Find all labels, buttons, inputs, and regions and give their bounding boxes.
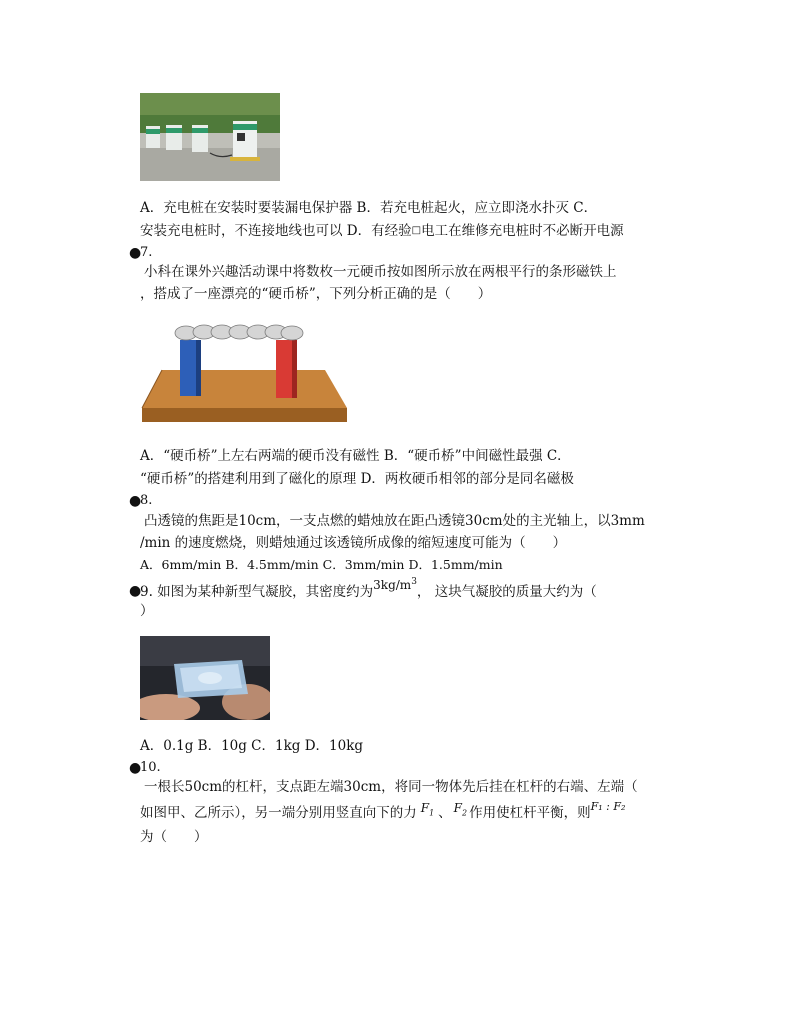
q8-options: A．6mm/min B．4.5mm/min C．3mm/min D．1.5mm/min [140, 557, 503, 572]
q10-stem-line3: 为（ ） [140, 829, 208, 845]
bullet: ● [129, 493, 142, 509]
force-f1: $F_1$ [420, 801, 435, 818]
q7-number: 7. [140, 245, 153, 260]
q6-options-line2: 安装充电桩时，不连接地线也可以 D．有经验□电工在维修充电桩时不必断开电源 [140, 223, 624, 239]
q8-number: 8. [140, 493, 153, 508]
bullet: ● [129, 583, 142, 599]
q7-options-line2: “硬币桥”的搭建利用到了磁化的原理 D．两枚硬币相邻的部分是同名磁极 [140, 471, 574, 487]
q7-options-line1: A．“硬币桥”上左右两端的硬币没有磁性 B．“硬币桥”中间磁性最强 C． [140, 448, 571, 464]
q9-stem-line2: ） [140, 603, 154, 619]
aerogel-photo [140, 636, 270, 720]
missing-glyph: □ [411, 225, 422, 236]
q7-stem-line2: ，搭成了一座漂亮的“硬币桥”，下列分析正确的是（ ） [140, 286, 492, 302]
charging-station-photo [140, 93, 280, 181]
q10-number: 10. [140, 760, 161, 775]
q9-stem-line1: 9. 如图为某种新型气凝胶，其密度约为$3kg/m^3$， 这块气凝胶的质量大约为（ [140, 577, 597, 600]
coin-bridge-figure [140, 318, 350, 430]
q10-stem-line2: 如图甲、乙所示），另一端分别用竖直向下的力 $F_1$ 、 $F_2$ 作用使杠杆平衡，则$^{F_1 : F_2}$ [140, 800, 626, 821]
bullet: ● [129, 245, 142, 261]
force-f2: $F_2$ [453, 801, 468, 818]
q6-options-line1: A．充电桩在安装时要装漏电保护器 B．若充电桩起火，应立即浇水扑灭 C． [140, 200, 598, 216]
bullet: ● [129, 760, 142, 776]
density-value: $3kg/m^3$ [373, 577, 417, 592]
force-ratio: F₁ : F₂ [590, 800, 626, 813]
q9-options: A．0.1g B．10g C．1kg D．10kg [140, 738, 364, 754]
q8-stem-line1: 凸透镜的焦距是10cm，一支点燃的蜡烛放在距凸透镜30cm处的主光轴上，以3mm [144, 513, 645, 529]
q7-stem-line1: 小科在课外兴趣活动课中将数枚一元硬币按如图所示放在两根平行的条形磁铁上 [144, 264, 617, 280]
q10-stem-line1: 一根长50cm的杠杆，支点距左端30cm，将同一物体先后挂在杠杆的右端、左端（ [144, 779, 638, 795]
q8-stem-line2: /min 的速度燃烧，则蜡烛通过该透镜所成像的缩短速度可能为（ ） [140, 535, 567, 551]
